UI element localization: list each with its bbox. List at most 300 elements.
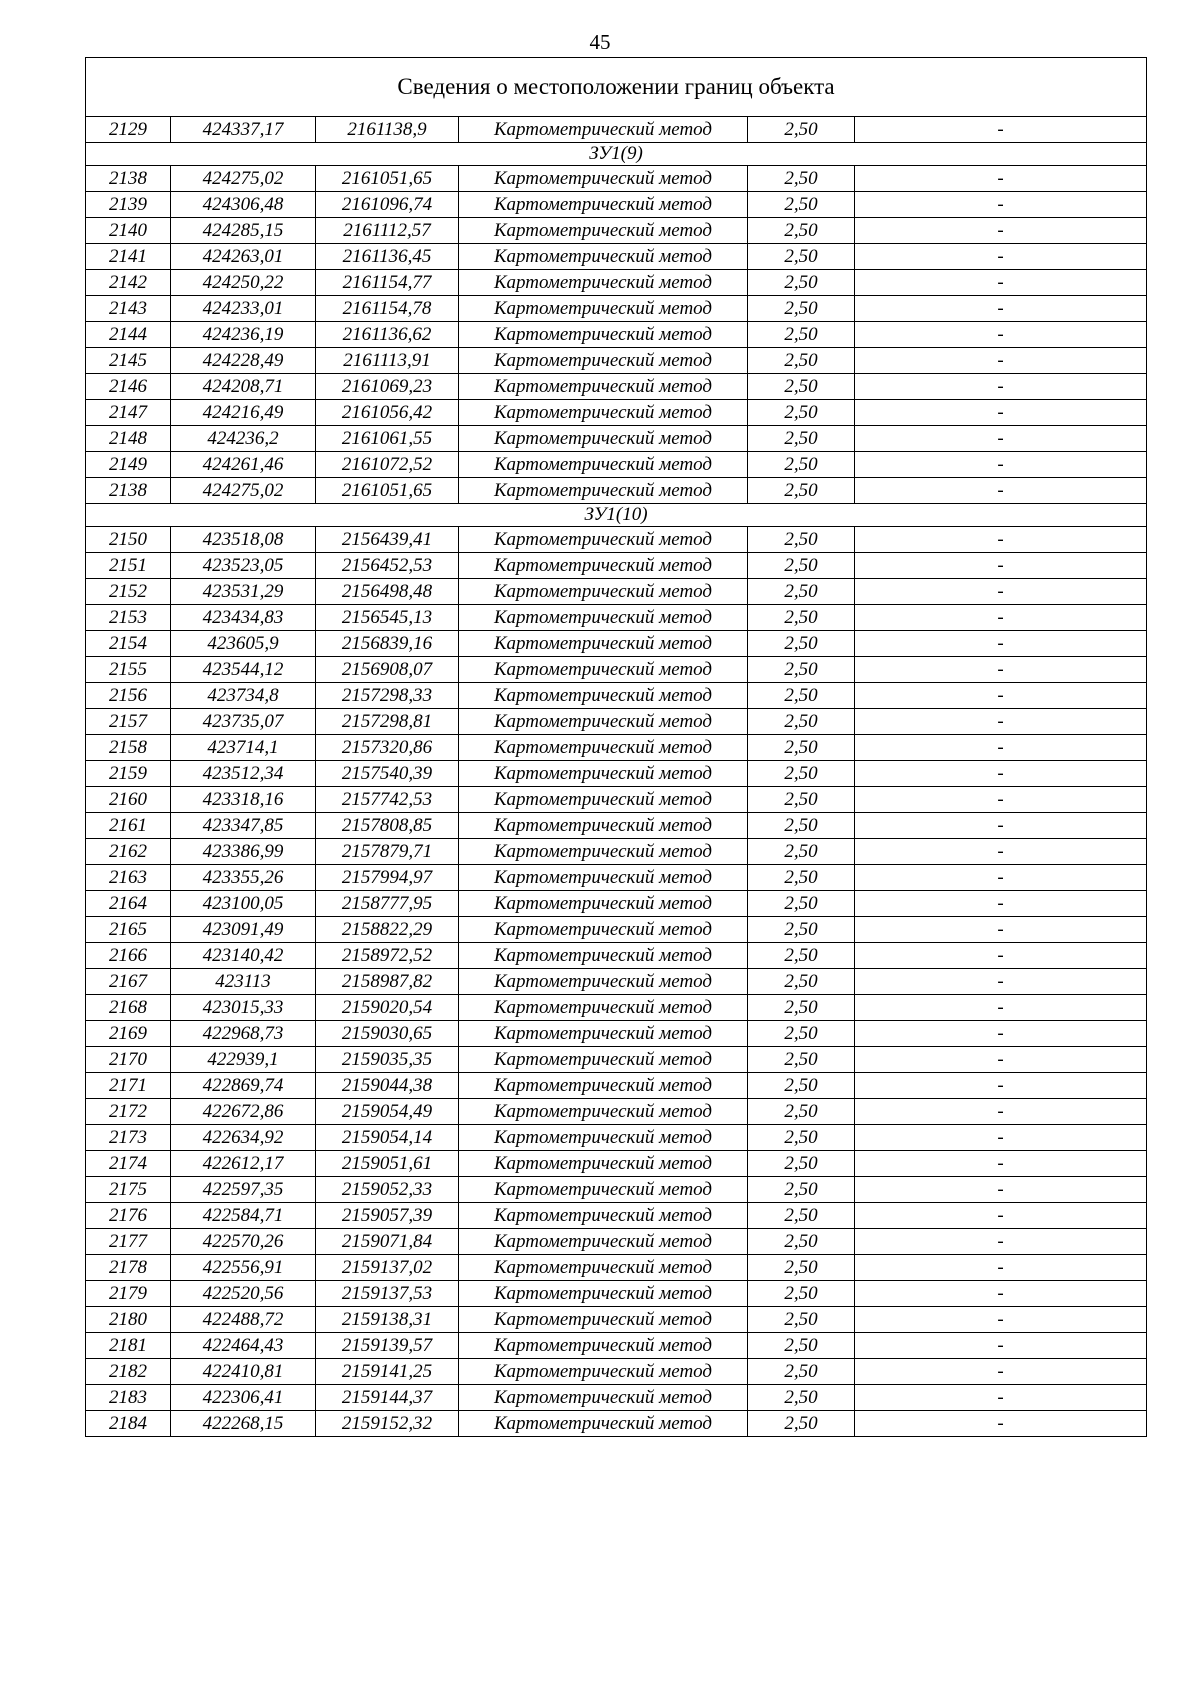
table-row <box>86 1255 1147 1281</box>
table-row <box>86 478 1147 504</box>
method-cell: Картометрический метод <box>459 426 748 452</box>
y-coordinate-cell: 2157540,39 <box>316 761 459 787</box>
x-coordinate-cell: 424275,02 <box>171 478 316 504</box>
x-coordinate-cell: 423734,8 <box>171 683 316 709</box>
accuracy-cell: 2,50 <box>748 969 855 995</box>
x-coordinate-cell: 422634,92 <box>171 1125 316 1151</box>
x-coordinate-cell: 423531,29 <box>171 579 316 605</box>
method-cell: Картометрический метод <box>459 605 748 631</box>
method-cell: Картометрический метод <box>459 1255 748 1281</box>
x-coordinate-cell: 422584,71 <box>171 1203 316 1229</box>
y-coordinate-cell: 2159035,35 <box>316 1047 459 1073</box>
note-cell: - <box>855 1255 1147 1281</box>
point-number-cell: 2151 <box>86 553 171 579</box>
point-number-cell: 2168 <box>86 995 171 1021</box>
y-coordinate-cell: 2159054,14 <box>316 1125 459 1151</box>
x-coordinate-cell: 422410,81 <box>171 1359 316 1385</box>
point-number-cell: 2170 <box>86 1047 171 1073</box>
accuracy-cell: 2,50 <box>748 1333 855 1359</box>
x-coordinate-cell: 424236,19 <box>171 322 316 348</box>
accuracy-cell: 2,50 <box>748 579 855 605</box>
point-number-cell: 2164 <box>86 891 171 917</box>
point-number-cell: 2153 <box>86 605 171 631</box>
note-cell: - <box>855 813 1147 839</box>
table-row <box>86 527 1147 553</box>
table-row <box>86 839 1147 865</box>
point-number-cell: 2142 <box>86 270 171 296</box>
x-coordinate-cell: 424208,71 <box>171 374 316 400</box>
note-cell: - <box>855 1229 1147 1255</box>
table-row <box>86 192 1147 218</box>
x-coordinate-cell: 422464,43 <box>171 1333 316 1359</box>
note-cell: - <box>855 1359 1147 1385</box>
x-coordinate-cell: 424236,2 <box>171 426 316 452</box>
x-coordinate-cell: 423015,33 <box>171 995 316 1021</box>
method-cell: Картометрический метод <box>459 1203 748 1229</box>
table-row <box>86 426 1147 452</box>
point-number-cell: 2163 <box>86 865 171 891</box>
method-cell: Картометрический метод <box>459 1021 748 1047</box>
point-number-cell: 2184 <box>86 1411 171 1437</box>
y-coordinate-cell: 2161051,65 <box>316 166 459 192</box>
point-number-cell: 2161 <box>86 813 171 839</box>
note-cell: - <box>855 322 1147 348</box>
table-row <box>86 605 1147 631</box>
accuracy-cell: 2,50 <box>748 296 855 322</box>
table-row <box>86 348 1147 374</box>
point-number-cell: 2149 <box>86 452 171 478</box>
point-number-cell: 2178 <box>86 1255 171 1281</box>
accuracy-cell: 2,50 <box>748 348 855 374</box>
x-coordinate-cell: 422556,91 <box>171 1255 316 1281</box>
accuracy-cell: 2,50 <box>748 787 855 813</box>
table-row <box>86 761 1147 787</box>
y-coordinate-cell: 2159137,53 <box>316 1281 459 1307</box>
y-coordinate-cell: 2161112,57 <box>316 218 459 244</box>
accuracy-cell: 2,50 <box>748 426 855 452</box>
point-number-cell: 2154 <box>86 631 171 657</box>
point-number-cell: 2145 <box>86 348 171 374</box>
accuracy-cell: 2,50 <box>748 891 855 917</box>
method-cell: Картометрический метод <box>459 683 748 709</box>
method-cell: Картометрический метод <box>459 1307 748 1333</box>
table-row <box>86 1099 1147 1125</box>
accuracy-cell: 2,50 <box>748 166 855 192</box>
accuracy-cell: 2,50 <box>748 943 855 969</box>
y-coordinate-cell: 2159052,33 <box>316 1177 459 1203</box>
point-number-cell: 2155 <box>86 657 171 683</box>
note-cell: - <box>855 683 1147 709</box>
table-body <box>86 58 1147 1437</box>
note-cell: - <box>855 917 1147 943</box>
y-coordinate-cell: 2161154,77 <box>316 270 459 296</box>
table-row <box>86 1307 1147 1333</box>
method-cell: Картометрический метод <box>459 348 748 374</box>
x-coordinate-cell: 423434,83 <box>171 605 316 631</box>
table-row <box>86 1073 1147 1099</box>
table-row <box>86 865 1147 891</box>
x-coordinate-cell: 424228,49 <box>171 348 316 374</box>
note-cell: - <box>855 1151 1147 1177</box>
note-cell: - <box>855 1047 1147 1073</box>
y-coordinate-cell: 2161136,45 <box>316 244 459 270</box>
method-cell: Картометрический метод <box>459 631 748 657</box>
point-number-cell: 2141 <box>86 244 171 270</box>
x-coordinate-cell: 423347,85 <box>171 813 316 839</box>
table-row <box>86 813 1147 839</box>
y-coordinate-cell: 2157808,85 <box>316 813 459 839</box>
note-cell: - <box>855 553 1147 579</box>
note-cell: - <box>855 605 1147 631</box>
method-cell: Картометрический метод <box>459 322 748 348</box>
point-number-cell: 2183 <box>86 1385 171 1411</box>
x-coordinate-cell: 423544,12 <box>171 657 316 683</box>
y-coordinate-cell: 2156498,48 <box>316 579 459 605</box>
x-coordinate-cell: 424306,48 <box>171 192 316 218</box>
method-cell: Картометрический метод <box>459 943 748 969</box>
method-cell: Картометрический метод <box>459 374 748 400</box>
method-cell: Картометрический метод <box>459 400 748 426</box>
note-cell: - <box>855 400 1147 426</box>
note-cell: - <box>855 1177 1147 1203</box>
point-number-cell: 2138 <box>86 166 171 192</box>
accuracy-cell: 2,50 <box>748 709 855 735</box>
note-cell: - <box>855 891 1147 917</box>
table-row <box>86 943 1147 969</box>
note-cell: - <box>855 943 1147 969</box>
note-cell: - <box>855 735 1147 761</box>
x-coordinate-cell: 424275,02 <box>171 166 316 192</box>
y-coordinate-cell: 2161154,78 <box>316 296 459 322</box>
y-coordinate-cell: 2161072,52 <box>316 452 459 478</box>
method-cell: Картометрический метод <box>459 1385 748 1411</box>
point-number-cell: 2172 <box>86 1099 171 1125</box>
method-cell: Картометрический метод <box>459 657 748 683</box>
note-cell: - <box>855 1125 1147 1151</box>
table-row <box>86 452 1147 478</box>
y-coordinate-cell: 2159020,54 <box>316 995 459 1021</box>
y-coordinate-cell: 2159152,32 <box>316 1411 459 1437</box>
y-coordinate-cell: 2159054,49 <box>316 1099 459 1125</box>
table-row <box>86 1125 1147 1151</box>
x-coordinate-cell: 423605,9 <box>171 631 316 657</box>
accuracy-cell: 2,50 <box>748 400 855 426</box>
y-coordinate-cell: 2161056,42 <box>316 400 459 426</box>
method-cell: Картометрический метод <box>459 995 748 1021</box>
table-row <box>86 218 1147 244</box>
point-number-cell: 2175 <box>86 1177 171 1203</box>
x-coordinate-cell: 423512,34 <box>171 761 316 787</box>
x-coordinate-cell: 422612,17 <box>171 1151 316 1177</box>
method-cell: Картометрический метод <box>459 1073 748 1099</box>
table-row <box>86 1411 1147 1437</box>
point-number-cell: 2166 <box>86 943 171 969</box>
note-cell: - <box>855 995 1147 1021</box>
y-coordinate-cell: 2161136,62 <box>316 322 459 348</box>
note-cell: - <box>855 374 1147 400</box>
note-cell: - <box>855 1281 1147 1307</box>
method-cell: Картометрический метод <box>459 1359 748 1385</box>
accuracy-cell: 2,50 <box>748 995 855 1021</box>
y-coordinate-cell: 2159044,38 <box>316 1073 459 1099</box>
y-coordinate-cell: 2159051,61 <box>316 1151 459 1177</box>
method-cell: Картометрический метод <box>459 1177 748 1203</box>
method-cell: Картометрический метод <box>459 969 748 995</box>
table-row <box>86 322 1147 348</box>
point-number-cell: 2174 <box>86 1151 171 1177</box>
table-row <box>86 270 1147 296</box>
y-coordinate-cell: 2157994,97 <box>316 865 459 891</box>
table-row <box>86 1229 1147 1255</box>
point-number-cell: 2156 <box>86 683 171 709</box>
table-row <box>86 1333 1147 1359</box>
table-row <box>86 995 1147 1021</box>
x-coordinate-cell: 422268,15 <box>171 1411 316 1437</box>
point-number-cell: 2160 <box>86 787 171 813</box>
accuracy-cell: 2,50 <box>748 1385 855 1411</box>
x-coordinate-cell: 424250,22 <box>171 270 316 296</box>
accuracy-cell: 2,50 <box>748 865 855 891</box>
note-cell: - <box>855 657 1147 683</box>
method-cell: Картометрический метод <box>459 917 748 943</box>
accuracy-cell: 2,50 <box>748 631 855 657</box>
method-cell: Картометрический метод <box>459 452 748 478</box>
method-cell: Картометрический метод <box>459 1099 748 1125</box>
accuracy-cell: 2,50 <box>748 813 855 839</box>
point-number-cell: 2181 <box>86 1333 171 1359</box>
y-coordinate-cell: 2158777,95 <box>316 891 459 917</box>
accuracy-cell: 2,50 <box>748 1177 855 1203</box>
y-coordinate-cell: 2159071,84 <box>316 1229 459 1255</box>
method-cell: Картометрический метод <box>459 865 748 891</box>
note-cell: - <box>855 1385 1147 1411</box>
method-cell: Картометрический метод <box>459 527 748 553</box>
table-row <box>86 374 1147 400</box>
table-row <box>86 579 1147 605</box>
accuracy-cell: 2,50 <box>748 527 855 553</box>
method-cell: Картометрический метод <box>459 166 748 192</box>
accuracy-cell: 2,50 <box>748 117 855 143</box>
accuracy-cell: 2,50 <box>748 1229 855 1255</box>
x-coordinate-cell: 422520,56 <box>171 1281 316 1307</box>
section-name: ЗУ1(9) <box>86 143 1147 166</box>
accuracy-cell: 2,50 <box>748 1203 855 1229</box>
y-coordinate-cell: 2159137,02 <box>316 1255 459 1281</box>
method-cell: Картометрический метод <box>459 735 748 761</box>
accuracy-cell: 2,50 <box>748 1255 855 1281</box>
page-number: 45 <box>589 30 611 54</box>
accuracy-cell: 2,50 <box>748 1281 855 1307</box>
y-coordinate-cell: 2159030,65 <box>316 1021 459 1047</box>
note-cell: - <box>855 761 1147 787</box>
accuracy-cell: 2,50 <box>748 735 855 761</box>
y-coordinate-cell: 2156452,53 <box>316 553 459 579</box>
accuracy-cell: 2,50 <box>748 1047 855 1073</box>
method-cell: Картометрический метод <box>459 270 748 296</box>
table-row <box>86 166 1147 192</box>
note-cell: - <box>855 787 1147 813</box>
note-cell: - <box>855 865 1147 891</box>
note-cell: - <box>855 969 1147 995</box>
x-coordinate-cell: 422306,41 <box>171 1385 316 1411</box>
x-coordinate-cell: 423318,16 <box>171 787 316 813</box>
note-cell: - <box>855 1307 1147 1333</box>
y-coordinate-cell: 2161138,9 <box>316 117 459 143</box>
point-number-cell: 2146 <box>86 374 171 400</box>
x-coordinate-cell: 423091,49 <box>171 917 316 943</box>
point-number-cell: 2171 <box>86 1073 171 1099</box>
y-coordinate-cell: 2159139,57 <box>316 1333 459 1359</box>
point-number-cell: 2152 <box>86 579 171 605</box>
method-cell: Картометрический метод <box>459 709 748 735</box>
note-cell: - <box>855 270 1147 296</box>
x-coordinate-cell: 424263,01 <box>171 244 316 270</box>
note-cell: - <box>855 1203 1147 1229</box>
accuracy-cell: 2,50 <box>748 322 855 348</box>
note-cell: - <box>855 218 1147 244</box>
method-cell: Картометрический метод <box>459 1411 748 1437</box>
note-cell: - <box>855 296 1147 322</box>
table-row <box>86 1177 1147 1203</box>
note-cell: - <box>855 1073 1147 1099</box>
x-coordinate-cell: 422968,73 <box>171 1021 316 1047</box>
x-coordinate-cell: 424337,17 <box>171 117 316 143</box>
accuracy-cell: 2,50 <box>748 1307 855 1333</box>
method-cell: Картометрический метод <box>459 891 748 917</box>
x-coordinate-cell: 424261,46 <box>171 452 316 478</box>
y-coordinate-cell: 2156839,16 <box>316 631 459 657</box>
point-number-cell: 2173 <box>86 1125 171 1151</box>
point-number-cell: 2180 <box>86 1307 171 1333</box>
table-row <box>86 400 1147 426</box>
y-coordinate-cell: 2156545,13 <box>316 605 459 631</box>
boundary-table <box>85 57 1147 1437</box>
method-cell: Картометрический метод <box>459 218 748 244</box>
y-coordinate-cell: 2157320,86 <box>316 735 459 761</box>
point-number-cell: 2143 <box>86 296 171 322</box>
accuracy-cell: 2,50 <box>748 1359 855 1385</box>
x-coordinate-cell: 422939,1 <box>171 1047 316 1073</box>
accuracy-cell: 2,50 <box>748 1411 855 1437</box>
method-cell: Картометрический метод <box>459 296 748 322</box>
table-row <box>86 1047 1147 1073</box>
point-number-cell: 2167 <box>86 969 171 995</box>
table-row <box>86 117 1147 143</box>
accuracy-cell: 2,50 <box>748 218 855 244</box>
y-coordinate-cell: 2158822,29 <box>316 917 459 943</box>
y-coordinate-cell: 2161096,74 <box>316 192 459 218</box>
table-row <box>86 709 1147 735</box>
point-number-cell: 2157 <box>86 709 171 735</box>
point-number-cell: 2169 <box>86 1021 171 1047</box>
point-number-cell: 2176 <box>86 1203 171 1229</box>
note-cell: - <box>855 348 1147 374</box>
accuracy-cell: 2,50 <box>748 657 855 683</box>
point-number-cell: 2179 <box>86 1281 171 1307</box>
table-row <box>86 1385 1147 1411</box>
y-coordinate-cell: 2158987,82 <box>316 969 459 995</box>
point-number-cell: 2138 <box>86 478 171 504</box>
method-cell: Картометрический метод <box>459 1229 748 1255</box>
method-cell: Картометрический метод <box>459 787 748 813</box>
table-row <box>86 296 1147 322</box>
y-coordinate-cell: 2157298,81 <box>316 709 459 735</box>
y-coordinate-cell: 2161069,23 <box>316 374 459 400</box>
accuracy-cell: 2,50 <box>748 1099 855 1125</box>
y-coordinate-cell: 2161051,65 <box>316 478 459 504</box>
table-row <box>86 1203 1147 1229</box>
point-number-cell: 2147 <box>86 400 171 426</box>
x-coordinate-cell: 423714,1 <box>171 735 316 761</box>
note-cell: - <box>855 1021 1147 1047</box>
point-number-cell: 2177 <box>86 1229 171 1255</box>
method-cell: Картометрический метод <box>459 478 748 504</box>
method-cell: Картометрический метод <box>459 244 748 270</box>
y-coordinate-cell: 2157742,53 <box>316 787 459 813</box>
point-number-cell: 2158 <box>86 735 171 761</box>
method-cell: Картометрический метод <box>459 579 748 605</box>
x-coordinate-cell: 422672,86 <box>171 1099 316 1125</box>
y-coordinate-cell: 2156439,41 <box>316 527 459 553</box>
y-coordinate-cell: 2161113,91 <box>316 348 459 374</box>
table-row <box>86 1281 1147 1307</box>
note-cell: - <box>855 579 1147 605</box>
note-cell: - <box>855 709 1147 735</box>
y-coordinate-cell: 2156908,07 <box>316 657 459 683</box>
table-row <box>86 683 1147 709</box>
section-header-row <box>86 504 1147 527</box>
title-row <box>86 58 1147 117</box>
note-cell: - <box>855 166 1147 192</box>
y-coordinate-cell: 2159057,39 <box>316 1203 459 1229</box>
y-coordinate-cell: 2157879,71 <box>316 839 459 865</box>
note-cell: - <box>855 192 1147 218</box>
table-row <box>86 244 1147 270</box>
accuracy-cell: 2,50 <box>748 478 855 504</box>
table-row <box>86 787 1147 813</box>
method-cell: Картометрический метод <box>459 839 748 865</box>
point-number-cell: 2129 <box>86 117 171 143</box>
method-cell: Картометрический метод <box>459 553 748 579</box>
note-cell: - <box>855 244 1147 270</box>
accuracy-cell: 2,50 <box>748 1073 855 1099</box>
table-row <box>86 735 1147 761</box>
x-coordinate-cell: 423518,08 <box>171 527 316 553</box>
method-cell: Картометрический метод <box>459 1125 748 1151</box>
accuracy-cell: 2,50 <box>748 917 855 943</box>
method-cell: Картометрический метод <box>459 192 748 218</box>
method-cell: Картометрический метод <box>459 813 748 839</box>
accuracy-cell: 2,50 <box>748 1125 855 1151</box>
x-coordinate-cell: 424285,15 <box>171 218 316 244</box>
note-cell: - <box>855 1333 1147 1359</box>
note-cell: - <box>855 839 1147 865</box>
point-number-cell: 2150 <box>86 527 171 553</box>
method-cell: Картометрический метод <box>459 1333 748 1359</box>
point-number-cell: 2139 <box>86 192 171 218</box>
y-coordinate-cell: 2158972,52 <box>316 943 459 969</box>
table-row <box>86 1021 1147 1047</box>
x-coordinate-cell: 422488,72 <box>171 1307 316 1333</box>
accuracy-cell: 2,50 <box>748 270 855 296</box>
table-row <box>86 553 1147 579</box>
accuracy-cell: 2,50 <box>748 683 855 709</box>
table-row <box>86 631 1147 657</box>
accuracy-cell: 2,50 <box>748 761 855 787</box>
accuracy-cell: 2,50 <box>748 192 855 218</box>
method-cell: Картометрический метод <box>459 1151 748 1177</box>
table-row <box>86 657 1147 683</box>
